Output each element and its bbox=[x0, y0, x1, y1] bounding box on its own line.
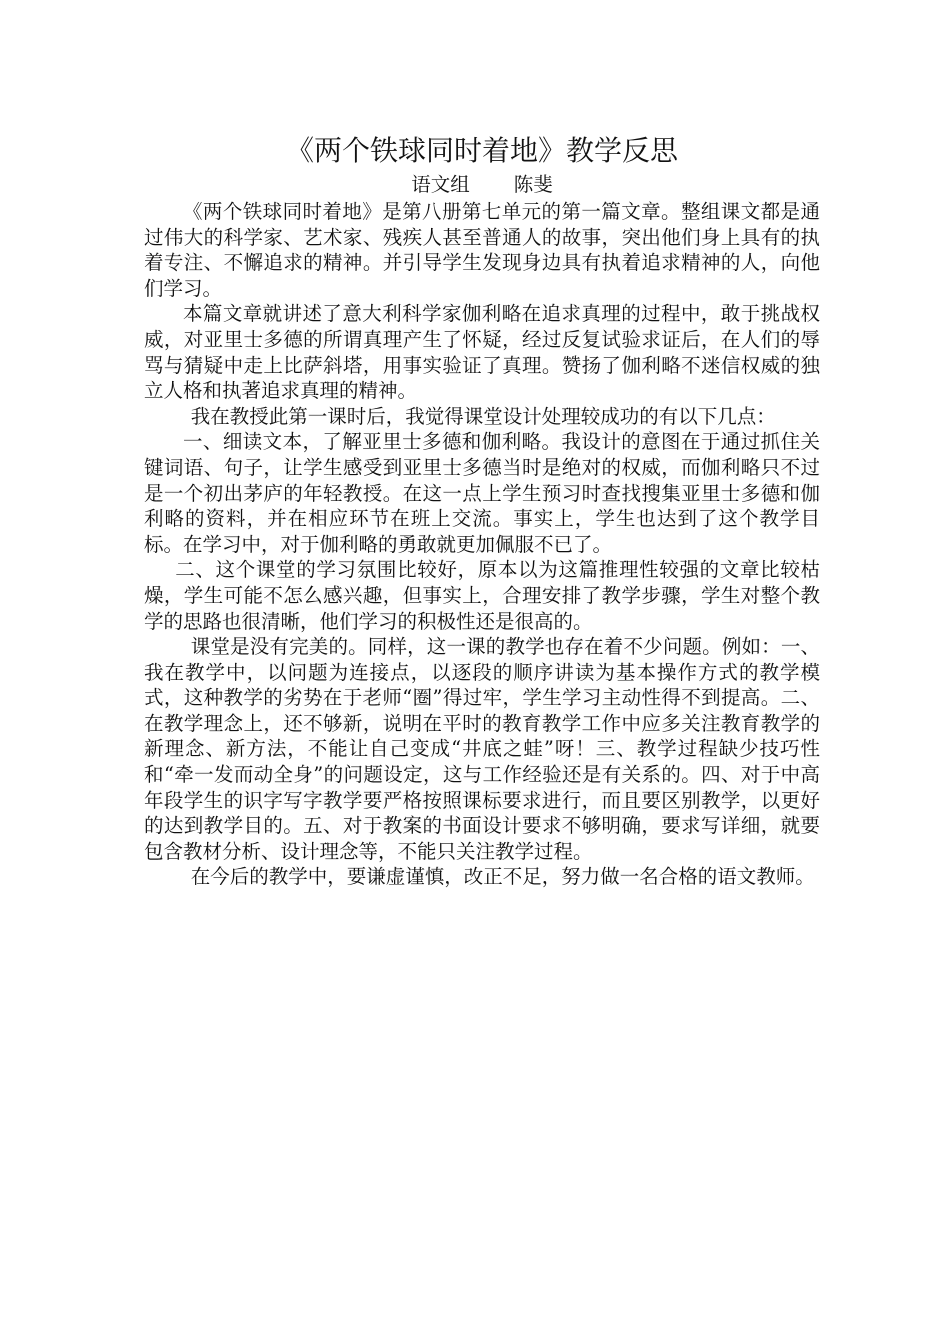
paragraph-summary: 本篇文章就讲述了意大利科学家伽利略在追求真理的过程中，敢于挑战权威，对亚里士多德的所谓真理产生了怀疑，经过反复试验求证后，在人们的辱骂与猜疑中走上比萨斜塔，用事实验证了真理。赞扬了伽利略不迷信权威的独立人格和执著追求真理的精神。 bbox=[144, 302, 820, 403]
paragraph-conclusion: 在今后的教学中，要谦虚谨慎，改正不足，努力做一名合格的语文教师。 bbox=[190, 865, 815, 889]
paragraph-point-one: 一、细读文本，了解亚里士多德和伽利略。我设计的意图在于通过抓住关键词语、句子，让学生感受到亚里士多德当时是绝对的权威，而伽利略只不过是一个初出茅庐的年轻教授。在这一点上学生预习时查找搜集亚里士多德和伽利略的资料，并在相应环节在班上交流。事实上，学生也达到了这个教学目标。在学习中，对于伽利略的勇敢就更加佩服不已了。 bbox=[144, 430, 820, 556]
paragraph-intro: 《两个铁球同时着地》是第八册第七单元的第一篇文章。整组课文都是通过伟大的科学家、艺术家、残疾人甚至普通人的故事，突出他们身上具有的执着专注、不懈追求的精神。并引导学生发现身边具有执着追求精神的人，向他们学习。 bbox=[144, 200, 820, 300]
paragraph-point-two: 二、这个课堂的学习氛围比较好，原本以为这篇推理性较强的文章比较枯燥，学生可能不怎么感兴趣，但事实上，合理安排了教学步骤，学生对整个教学的思路也很清晰，他们学习的积极性还是很高的。 bbox=[144, 558, 820, 633]
author-name: 陈斐 bbox=[513, 173, 553, 196]
author-line bbox=[144, 171, 820, 199]
document-title: 《两个铁球同时着地》教学反思 bbox=[285, 134, 678, 167]
author-group: 语文组 bbox=[411, 173, 470, 196]
document-body bbox=[144, 133, 820, 890]
paragraph-successes-intro: 我在教授此第一课时后，我觉得课堂设计处理较成功的有以下几点： bbox=[190, 404, 776, 428]
paragraph-problems: 课堂是没有完美的。同样，这一课的教学也存在着不少问题。例如：一、我在教学中，以问题为连接点，以逐段的顺序讲读为基本操作方式的教学模式，这种教学的劣势在于老师“圈”得过牢，学生学习主动性得不到提高。二、在教学理念上，还不够新，说明在平时的教育教学工作中应多关注教育教学的新理念、新方法，不能让自己变成“井底之蛙”呀！三、教学过程缺少技巧性和“牵一发而动全身”的问题设定，这与工作经验还是有关系的。四、对于中高年段学生的识字写字教学要严格按照课标要求进行，而且要区别教学，以更好的达到教学目的。五、对于教案的书面设计要求不够明确，要求写详细，就要包含教材分析、设计理念等，不能只关注教学过程。 bbox=[144, 635, 820, 863]
